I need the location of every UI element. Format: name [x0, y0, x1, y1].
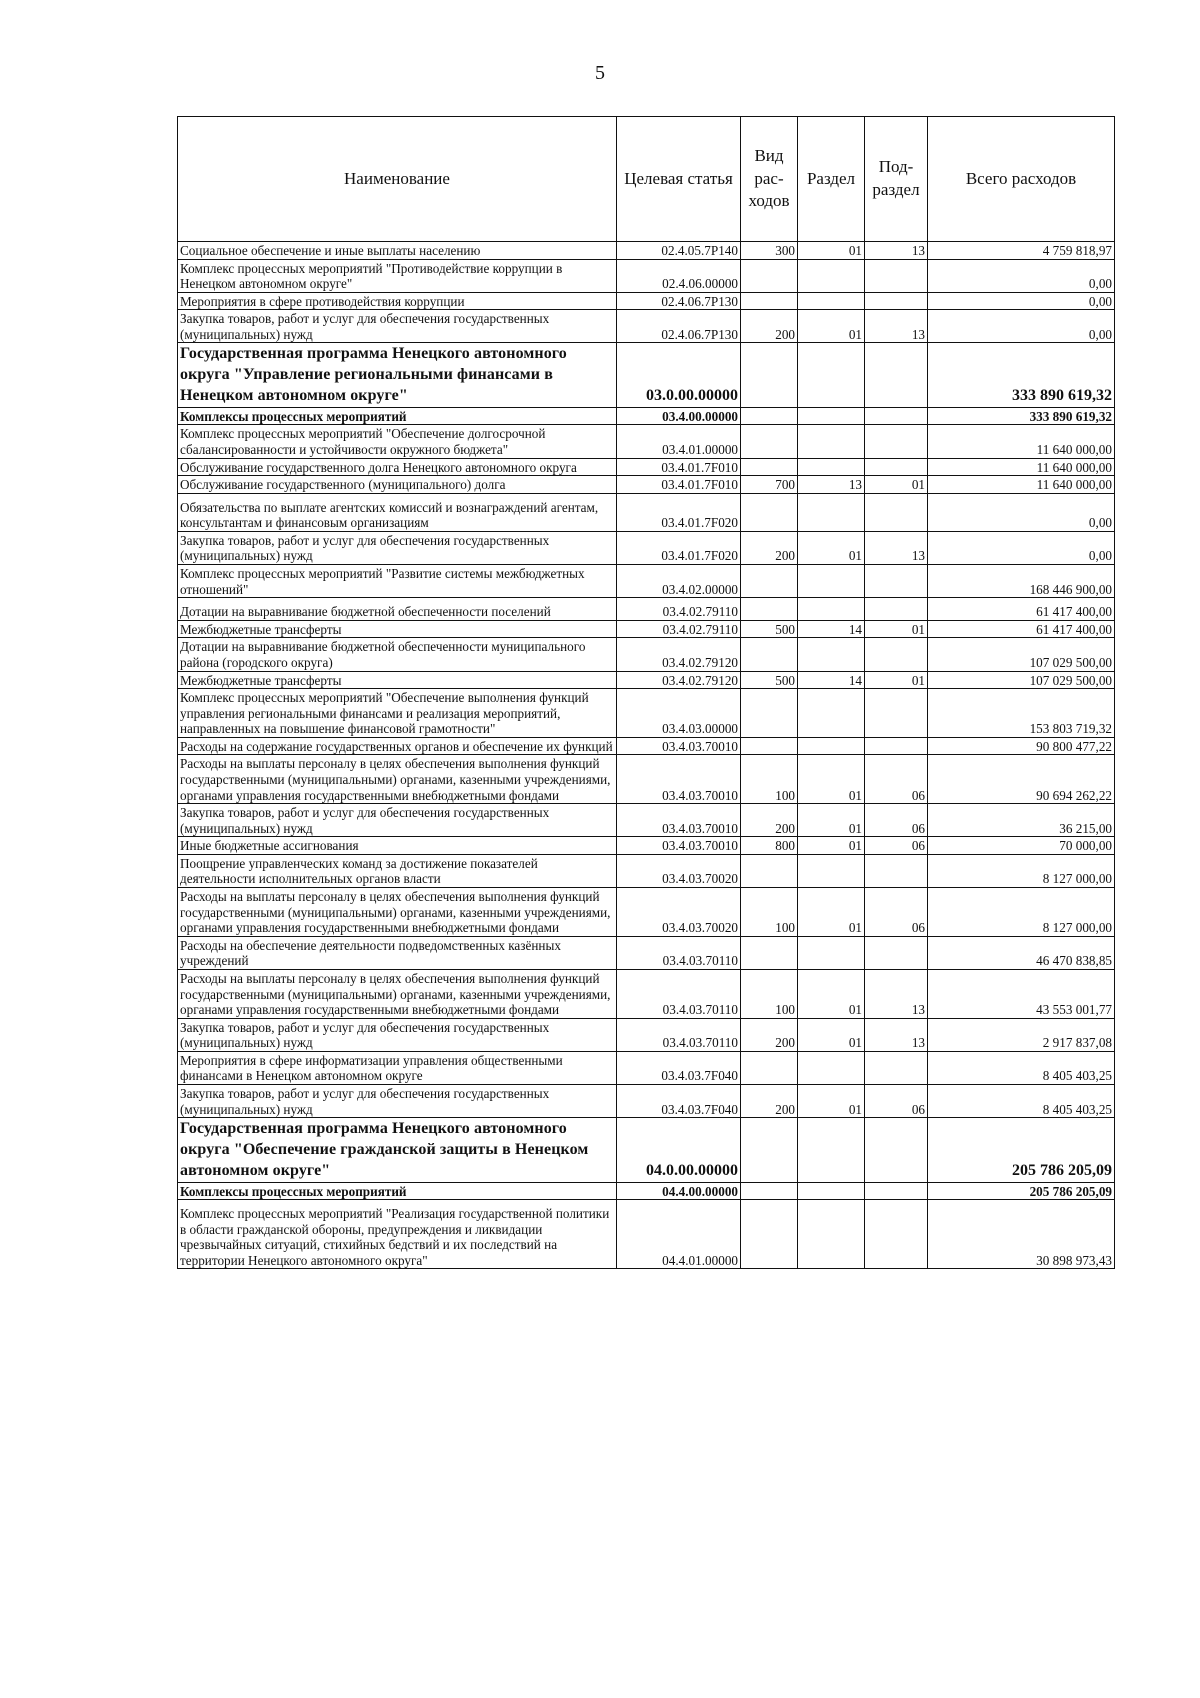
row-section: 01 [798, 1084, 865, 1117]
row-section [798, 638, 865, 671]
row-section: 01 [798, 1018, 865, 1051]
row-section [798, 1051, 865, 1084]
row-expense-type [741, 638, 798, 671]
row-section [798, 1118, 865, 1182]
row-subsection: 06 [865, 837, 928, 855]
table-row [178, 1182, 1115, 1200]
row-name: Обслуживание государственного долга Ненецкого автономного округа [178, 458, 617, 476]
row-target-article: 03.4.03.70110 [617, 1018, 741, 1051]
table-row [178, 804, 1115, 837]
row-name: Расходы на выплаты персоналу в целях обеспечения выполнения функций государственными (муниципальными) органами, казенными учреждениями, органами управления государственными внебюджетными фондами [178, 888, 617, 937]
row-subsection [865, 407, 928, 425]
row-name: Расходы на обеспечение деятельности подведомственных казённых учреждений [178, 936, 617, 969]
row-total: 2 917 837,08 [928, 1018, 1115, 1051]
table-row [178, 310, 1115, 343]
row-section [798, 689, 865, 738]
row-subsection [865, 292, 928, 310]
row-expense-type: 100 [741, 969, 798, 1018]
row-total: 205 786 205,09 [928, 1118, 1115, 1182]
header-total-expenses: Всего расходов [928, 117, 1115, 242]
row-total: 11 640 000,00 [928, 476, 1115, 494]
row-target-article: 02.4.06.00000 [617, 259, 741, 292]
row-target-article: 03.4.03.70010 [617, 837, 741, 855]
row-name: Государственная программа Ненецкого автономного округа "Обеспечение гражданской защиты в Ненецком автономном округе" [178, 1118, 617, 1182]
row-expense-type [741, 425, 798, 458]
row-subsection: 06 [865, 755, 928, 804]
row-subsection [865, 689, 928, 738]
row-name: Комплекс процессных мероприятий "Противодействие коррупции в Ненецком автономном округе" [178, 259, 617, 292]
row-expense-type [741, 598, 798, 621]
table-row [178, 1051, 1115, 1084]
table-header-row [178, 117, 1115, 242]
row-name: Расходы на выплаты персоналу в целях обеспечения выполнения функций государственными (муниципальными) органами, казенными учреждениями, органами управления государственными внебюджетными фондами [178, 755, 617, 804]
row-name: Закупка товаров, работ и услуг для обеспечения государственных (муниципальных) нужд [178, 1084, 617, 1117]
row-section: 13 [798, 476, 865, 494]
page-number: 5 [595, 62, 605, 84]
row-target-article: 02.4.05.7P140 [617, 242, 741, 260]
row-expense-type [741, 493, 798, 531]
row-expense-type [741, 259, 798, 292]
row-total: 4 759 818,97 [928, 242, 1115, 260]
row-total: 8 405 403,25 [928, 1051, 1115, 1084]
row-target-article: 03.4.03.70010 [617, 804, 741, 837]
table-row [178, 671, 1115, 689]
header-name: Наименование [178, 117, 617, 242]
row-section [798, 936, 865, 969]
row-subsection [865, 638, 928, 671]
row-subsection [865, 565, 928, 598]
row-name: Межбюджетные трансферты [178, 620, 617, 638]
row-subsection: 06 [865, 1084, 928, 1117]
row-subsection [865, 343, 928, 407]
row-section [798, 259, 865, 292]
header-subsection: Под-раздел [865, 117, 928, 242]
table-row [178, 689, 1115, 738]
row-total: 46 470 838,85 [928, 936, 1115, 969]
table-row [178, 638, 1115, 671]
row-expense-type [741, 1182, 798, 1200]
row-target-article: 03.4.01.7F020 [617, 531, 741, 564]
row-total: 333 890 619,32 [928, 343, 1115, 407]
row-name: Закупка товаров, работ и услуг для обеспечения государственных (муниципальных) нужд [178, 310, 617, 343]
row-name: Дотации на выравнивание бюджетной обеспеченности муниципального района (городского округа) [178, 638, 617, 671]
row-target-article: 03.4.03.70110 [617, 969, 741, 1018]
row-section [798, 425, 865, 458]
row-target-article: 03.4.02.00000 [617, 565, 741, 598]
row-total: 61 417 400,00 [928, 620, 1115, 638]
table-row [178, 969, 1115, 1018]
row-target-article: 03.4.03.00000 [617, 689, 741, 738]
row-target-article: 03.4.02.79120 [617, 671, 741, 689]
row-target-article: 03.4.03.70010 [617, 755, 741, 804]
row-name: Комплекс процессных мероприятий "Обеспечение долгосрочной сбалансированности и устойчивости окружного бюджета" [178, 425, 617, 458]
row-name: Обязательства по выплате агентских комиссий и вознаграждений агентам, консультантам и финансовым организациям [178, 493, 617, 531]
row-expense-type: 200 [741, 1018, 798, 1051]
row-expense-type [741, 292, 798, 310]
row-target-article: 03.4.01.00000 [617, 425, 741, 458]
row-section: 01 [798, 310, 865, 343]
row-subsection [865, 259, 928, 292]
row-subsection: 13 [865, 1018, 928, 1051]
table-row [178, 1018, 1115, 1051]
row-subsection [865, 458, 928, 476]
header-target-article: Целевая статья [617, 117, 741, 242]
row-expense-type: 100 [741, 888, 798, 937]
row-subsection [865, 1118, 928, 1182]
table-row [178, 493, 1115, 531]
row-subsection: 01 [865, 476, 928, 494]
row-section: 01 [798, 531, 865, 564]
header-section: Раздел [798, 117, 865, 242]
row-target-article: 03.4.03.70020 [617, 854, 741, 887]
header-expense-type: Вид рас-ходов [741, 117, 798, 242]
row-subsection [865, 854, 928, 887]
row-total: 153 803 719,32 [928, 689, 1115, 738]
table-row [178, 343, 1115, 407]
row-total: 8 405 403,25 [928, 1084, 1115, 1117]
row-name: Мероприятия в сфере противодействия коррупции [178, 292, 617, 310]
table-row [178, 620, 1115, 638]
row-subsection [865, 936, 928, 969]
row-section [798, 1182, 865, 1200]
row-total: 0,00 [928, 292, 1115, 310]
row-name: Комплекс процессных мероприятий "Развитие системы межбюджетных отношений" [178, 565, 617, 598]
row-section: 01 [798, 969, 865, 1018]
row-name: Государственная программа Ненецкого автономного округа "Управление региональными финансами в Ненецком автономном округе" [178, 343, 617, 407]
row-expense-type: 100 [741, 755, 798, 804]
row-target-article: 03.4.03.7F040 [617, 1084, 741, 1117]
row-section [798, 493, 865, 531]
row-target-article: 04.4.00.00000 [617, 1182, 741, 1200]
row-name: Закупка товаров, работ и услуг для обеспечения государственных (муниципальных) нужд [178, 804, 617, 837]
table-row [178, 476, 1115, 494]
row-expense-type: 200 [741, 310, 798, 343]
row-subsection [865, 493, 928, 531]
row-subsection [865, 1051, 928, 1084]
row-subsection: 01 [865, 671, 928, 689]
row-subsection [865, 1182, 928, 1200]
row-target-article: 03.4.03.70010 [617, 737, 741, 755]
row-expense-type: 300 [741, 242, 798, 260]
row-section [798, 407, 865, 425]
row-expense-type [741, 689, 798, 738]
row-target-article: 03.4.00.00000 [617, 407, 741, 425]
table-row [178, 565, 1115, 598]
row-name: Дотации на выравнивание бюджетной обеспеченности поселений [178, 598, 617, 621]
row-expense-type [741, 565, 798, 598]
table-row [178, 458, 1115, 476]
row-section: 01 [798, 242, 865, 260]
row-section [798, 292, 865, 310]
row-section [798, 458, 865, 476]
row-total: 90 694 262,22 [928, 755, 1115, 804]
table-row [178, 854, 1115, 887]
row-expense-type: 500 [741, 671, 798, 689]
row-total: 8 127 000,00 [928, 854, 1115, 887]
row-subsection: 06 [865, 888, 928, 937]
row-section: 01 [798, 755, 865, 804]
row-section: 14 [798, 671, 865, 689]
row-total: 11 640 000,00 [928, 425, 1115, 458]
row-subsection [865, 598, 928, 621]
row-total: 8 127 000,00 [928, 888, 1115, 937]
row-total: 30 898 973,43 [928, 1200, 1115, 1269]
row-expense-type: 500 [741, 620, 798, 638]
row-section [798, 1200, 865, 1269]
row-expense-type [741, 854, 798, 887]
row-section [798, 854, 865, 887]
row-total: 90 800 477,22 [928, 737, 1115, 755]
budget-table [177, 116, 1115, 1269]
row-expense-type [741, 737, 798, 755]
row-name: Комплекс процессных мероприятий "Обеспечение выполнения функций управления региональными финансами и реализация мероприятий, направленных на повышение финансовой грамотности" [178, 689, 617, 738]
row-target-article: 04.4.01.00000 [617, 1200, 741, 1269]
row-section: 01 [798, 804, 865, 837]
row-total: 333 890 619,32 [928, 407, 1115, 425]
table-row [178, 425, 1115, 458]
row-name: Расходы на содержание государственных органов и обеспечение их функций [178, 737, 617, 755]
row-subsection: 13 [865, 531, 928, 564]
row-name: Социальное обеспечение и иные выплаты населению [178, 242, 617, 260]
row-subsection: 13 [865, 242, 928, 260]
row-name: Обслуживание государственного (муниципального) долга [178, 476, 617, 494]
row-target-article: 03.4.03.70020 [617, 888, 741, 937]
row-target-article: 03.4.02.79120 [617, 638, 741, 671]
table-row [178, 242, 1115, 260]
row-name: Закупка товаров, работ и услуг для обеспечения государственных (муниципальных) нужд [178, 1018, 617, 1051]
row-name: Комплексы процессных мероприятий [178, 1182, 617, 1200]
row-expense-type: 200 [741, 804, 798, 837]
row-expense-type [741, 458, 798, 476]
row-section: 01 [798, 837, 865, 855]
row-name: Комплекс процессных мероприятий "Реализация государственной политики в области гражданской обороны, предупреждения и ликвидации чрезвычайных ситуаций, стихийных бедствий и их последствий на территории Ненецкого автономного округа" [178, 1200, 617, 1269]
table-row [178, 407, 1115, 425]
row-expense-type: 700 [741, 476, 798, 494]
row-name: Иные бюджетные ассигнования [178, 837, 617, 855]
row-target-article: 03.0.00.00000 [617, 343, 741, 407]
row-total: 43 553 001,77 [928, 969, 1115, 1018]
table-row [178, 292, 1115, 310]
row-total: 205 786 205,09 [928, 1182, 1115, 1200]
row-section [798, 598, 865, 621]
table-row [178, 1084, 1115, 1117]
row-subsection [865, 425, 928, 458]
row-total: 36 215,00 [928, 804, 1115, 837]
row-expense-type: 200 [741, 1084, 798, 1117]
table-row [178, 737, 1115, 755]
row-total: 168 446 900,00 [928, 565, 1115, 598]
row-target-article: 03.4.02.79110 [617, 620, 741, 638]
row-target-article: 03.4.02.79110 [617, 598, 741, 621]
row-expense-type: 800 [741, 837, 798, 855]
row-target-article: 03.4.03.70110 [617, 936, 741, 969]
row-expense-type [741, 1118, 798, 1182]
row-target-article: 04.0.00.00000 [617, 1118, 741, 1182]
table-row [178, 936, 1115, 969]
row-total: 107 029 500,00 [928, 638, 1115, 671]
row-name: Мероприятия в сфере информатизации управления общественными финансами в Ненецком автономном округе [178, 1051, 617, 1084]
table-row [178, 755, 1115, 804]
row-section [798, 565, 865, 598]
table-row [178, 1118, 1115, 1182]
row-expense-type: 200 [741, 531, 798, 564]
table-row [178, 837, 1115, 855]
row-name: Поощрение управленческих команд за достижение показателей деятельности исполнительных органов власти [178, 854, 617, 887]
row-total: 61 417 400,00 [928, 598, 1115, 621]
row-target-article: 03.4.01.7F010 [617, 458, 741, 476]
row-total: 0,00 [928, 310, 1115, 343]
row-expense-type [741, 1200, 798, 1269]
row-subsection: 13 [865, 969, 928, 1018]
row-section: 01 [798, 888, 865, 937]
row-subsection [865, 1200, 928, 1269]
row-target-article: 03.4.03.7F040 [617, 1051, 741, 1084]
row-total: 0,00 [928, 259, 1115, 292]
row-subsection: 13 [865, 310, 928, 343]
row-total: 107 029 500,00 [928, 671, 1115, 689]
table-row [178, 531, 1115, 564]
row-target-article: 02.4.06.7P130 [617, 292, 741, 310]
row-section [798, 343, 865, 407]
row-section: 14 [798, 620, 865, 638]
row-expense-type [741, 407, 798, 425]
row-total: 0,00 [928, 493, 1115, 531]
table-row [178, 259, 1115, 292]
row-target-article: 02.4.06.7P130 [617, 310, 741, 343]
row-expense-type [741, 343, 798, 407]
row-total: 11 640 000,00 [928, 458, 1115, 476]
row-subsection [865, 737, 928, 755]
row-name: Закупка товаров, работ и услуг для обеспечения государственных (муниципальных) нужд [178, 531, 617, 564]
row-subsection: 06 [865, 804, 928, 837]
row-name: Межбюджетные трансферты [178, 671, 617, 689]
row-section [798, 737, 865, 755]
row-target-article: 03.4.01.7F010 [617, 476, 741, 494]
row-target-article: 03.4.01.7F020 [617, 493, 741, 531]
row-total: 70 000,00 [928, 837, 1115, 855]
row-name: Комплексы процессных мероприятий [178, 407, 617, 425]
table-row [178, 1200, 1115, 1269]
row-subsection: 01 [865, 620, 928, 638]
row-expense-type [741, 1051, 798, 1084]
row-name: Расходы на выплаты персоналу в целях обеспечения выполнения функций государственными (муниципальными) органами, казенными учреждениями, органами управления государственными внебюджетными фондами [178, 969, 617, 1018]
row-expense-type [741, 936, 798, 969]
table-row [178, 888, 1115, 937]
row-total: 0,00 [928, 531, 1115, 564]
table-row [178, 598, 1115, 621]
